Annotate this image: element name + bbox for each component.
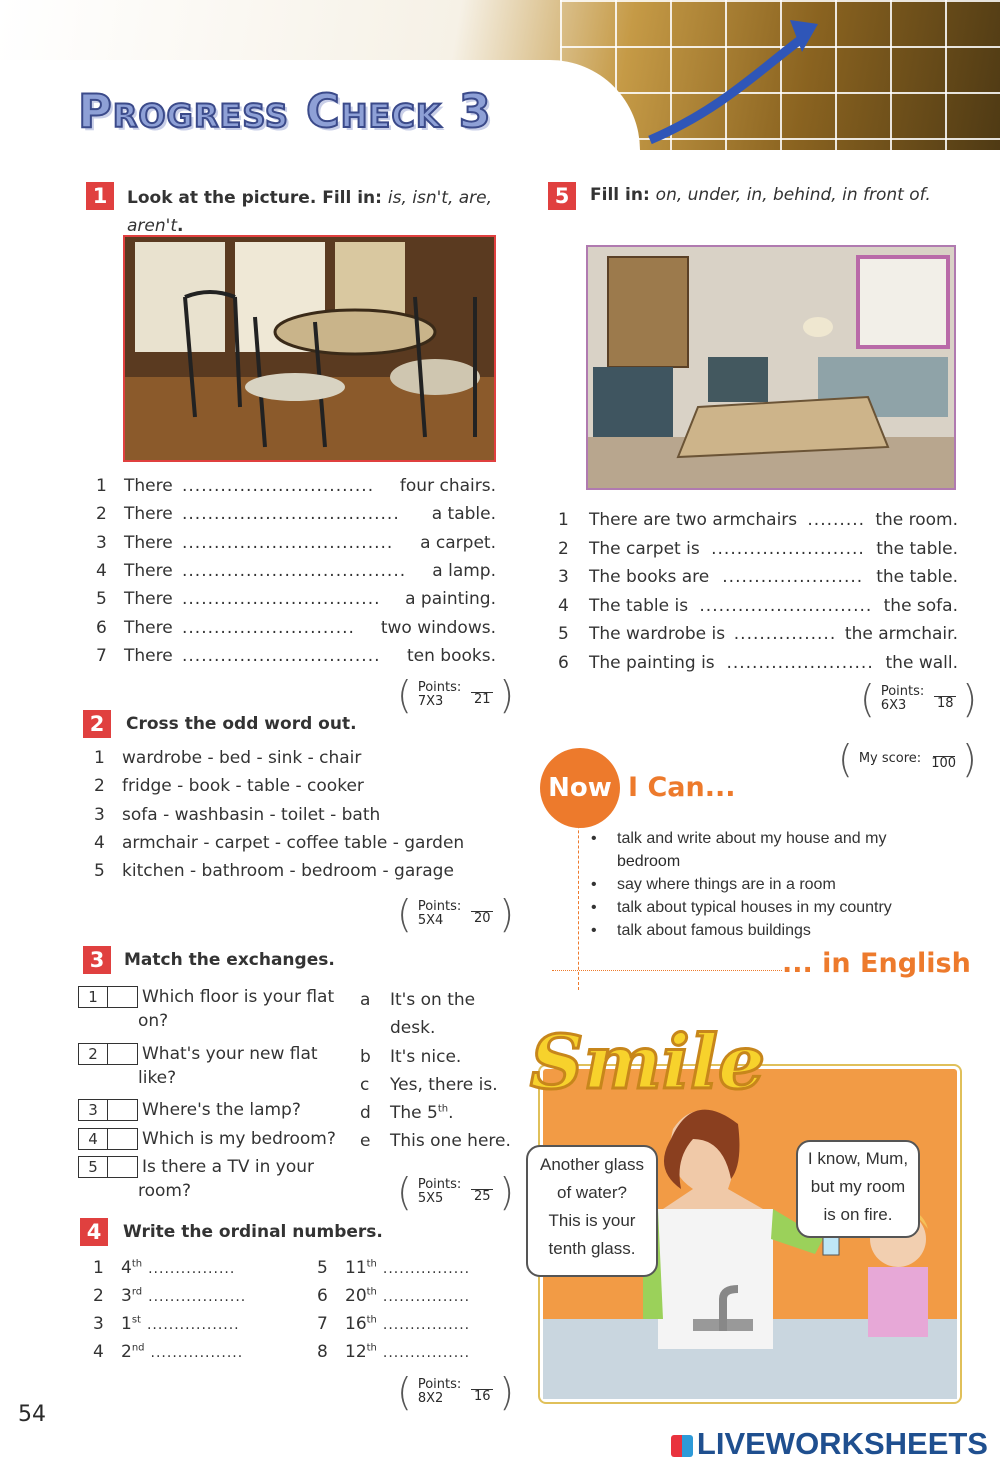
answer-text: It's nice. [390, 1046, 462, 1067]
item-end: two windows. [380, 617, 496, 638]
answer-blank[interactable]: .............................. [182, 476, 375, 497]
ex1-number-badge: 1 [86, 182, 114, 210]
question-number: 5 [78, 1156, 108, 1178]
ex2-instruction: Cross the odd word out. [126, 714, 357, 734]
item-start: There [124, 617, 173, 638]
item-start: The carpet is [589, 538, 700, 559]
question-text: Which is my bedroom? [142, 1128, 336, 1149]
ordinal-base: 4 [121, 1258, 132, 1278]
ex3-points-box: ( Points: 5X5 25 ) [397, 1170, 515, 1214]
item-number: 2 [93, 1286, 104, 1306]
match-answer-box[interactable] [108, 1043, 138, 1065]
answer-blank[interactable]: ........................... [182, 617, 355, 638]
ex5-item [558, 506, 958, 535]
item-end: the wall. [885, 652, 958, 673]
ex5-item [558, 649, 958, 678]
ordinal-base: 16 [345, 1314, 367, 1334]
item-end: the room. [875, 510, 958, 531]
ordinal-suffix: rd [131, 1286, 143, 1298]
ex5-number-badge: 5 [548, 182, 576, 210]
ex3-instruction: Match the exchanges. [124, 950, 335, 970]
progress-arrow-icon [640, 0, 1000, 150]
ex3-question [78, 1040, 348, 1097]
answer-blank[interactable]: ......... [807, 510, 866, 531]
item-start: The wardrobe is [589, 624, 726, 645]
now-i-can-heading: I Can... [628, 772, 736, 803]
answer-blank[interactable]: .................................. [182, 504, 400, 525]
now-i-can-underline [552, 970, 782, 971]
item-number: 2 [558, 538, 569, 559]
item-number: 4 [94, 832, 105, 853]
ex1-item [96, 557, 496, 585]
answer-blank[interactable]: ....................... [726, 652, 874, 673]
item-end: a carpet. [420, 532, 496, 553]
ex1-item [96, 500, 496, 528]
can-do-item: • talk about typical houses in my country [617, 899, 957, 922]
ordinal-suffix: th [366, 1258, 377, 1270]
liveworksheets-icon [671, 1435, 693, 1457]
answer-blank[interactable]: ................ [382, 1261, 471, 1277]
item-end: a painting. [405, 589, 496, 610]
ex1-list [96, 472, 496, 670]
item-start: There [124, 561, 173, 582]
item-end: the table. [876, 538, 958, 559]
ex4-item [93, 1342, 293, 1362]
item-start: The table is [589, 595, 689, 616]
answer-blank[interactable]: ................ [733, 624, 837, 645]
item-number: 4 [558, 595, 569, 616]
item-number: 6 [558, 652, 569, 673]
item-start: The books are [589, 567, 710, 588]
item-end: four chairs. [399, 476, 496, 497]
ex5-item [558, 535, 958, 564]
item-number: 8 [317, 1342, 328, 1362]
word-group[interactable]: armchair - carpet - coffee table - garden [122, 832, 465, 853]
item-number: 3 [94, 804, 105, 825]
item-number: 5 [96, 589, 107, 610]
answer-text: The 5 [390, 1103, 438, 1124]
answer-blank[interactable]: ................ [382, 1345, 471, 1361]
match-answer-box[interactable] [108, 1156, 138, 1178]
ex2-item[interactable] [94, 805, 494, 833]
ex1-points-box: ( Points: 7X3 21 ) [397, 673, 515, 717]
answer-tail: . [448, 1103, 454, 1124]
word-group[interactable]: fridge - book - table - cooker [122, 776, 364, 797]
item-number: 7 [96, 645, 107, 666]
item-number: 3 [558, 567, 569, 588]
ex4-number-badge: 4 [80, 1218, 108, 1246]
ordinal-base: 1 [121, 1314, 132, 1334]
ex4-item [93, 1314, 293, 1334]
ex3-question [78, 1153, 348, 1210]
ex3-answer [360, 1103, 510, 1131]
ex3-answer [360, 990, 510, 1018]
item-start: There [124, 645, 173, 666]
ex2-list [94, 748, 494, 889]
word-group[interactable]: sofa - washbasin - toilet - bath [122, 804, 381, 825]
ex1-points-total: 21 [473, 691, 491, 707]
ex5-item [558, 620, 958, 649]
ex1-item [96, 585, 496, 613]
item-start: There [124, 589, 173, 610]
ex5-item [558, 563, 958, 592]
answer-sup: th [437, 1103, 449, 1115]
item-end: the armchair. [844, 624, 958, 645]
question-number: 3 [78, 1099, 108, 1121]
ex4-item [317, 1342, 517, 1362]
item-start: There [124, 476, 173, 497]
item-number: 4 [93, 1342, 104, 1362]
ordinal-suffix: th [366, 1314, 377, 1326]
ordinal-suffix: th [366, 1286, 377, 1298]
ex4-points-box: ( Points: 8X2 16 ) [397, 1370, 515, 1414]
answer-text: Yes, there is. [390, 1074, 498, 1095]
my-score-box: ( My score: 100 ) [838, 737, 977, 781]
ex3-question [78, 983, 348, 1040]
answer-text: It's on the [390, 990, 476, 1010]
item-number: 2 [94, 776, 105, 797]
item-number: 1 [93, 1258, 104, 1278]
ex1-item [96, 472, 496, 500]
dining-room-illustration [125, 237, 494, 460]
ex3-answer [360, 1075, 510, 1103]
item-number: 7 [317, 1314, 328, 1334]
answer-blank[interactable]: ........................... [699, 595, 873, 616]
item-number: 6 [317, 1286, 328, 1306]
now-i-can-circle: Now [540, 748, 620, 828]
word-group[interactable]: kitchen - bathroom - bedroom - garage [122, 861, 454, 882]
question-text-cont: on? [138, 1011, 169, 1032]
answer-letter: b [360, 1046, 371, 1067]
answer-blank[interactable]: ................................. [182, 532, 394, 553]
can-do-item: • talk and write about my house and my [617, 830, 957, 853]
ex4-item [317, 1314, 517, 1334]
page-title: Progress Check 3 [78, 84, 492, 138]
question-text-cont: like? [138, 1067, 177, 1088]
answer-text-cont: desk. [390, 1018, 436, 1039]
answer-text: This one here. [390, 1131, 511, 1152]
answer-blank[interactable]: ................ [382, 1289, 471, 1305]
ex4-item [93, 1258, 293, 1278]
ex3-answer [360, 1047, 510, 1075]
ex2-item[interactable] [94, 748, 494, 776]
item-number: 2 [96, 504, 107, 525]
answer-blank[interactable]: ................ [382, 1317, 471, 1333]
ex5-item [558, 592, 958, 621]
answer-letter: d [360, 1103, 371, 1124]
smile-logo: Smile [530, 1020, 766, 1106]
ex3-questions [78, 983, 348, 1209]
item-end: ten books. [406, 645, 496, 666]
in-english-label: ... in English [782, 948, 971, 979]
ordinal-base: 2 [121, 1342, 132, 1362]
item-number: 4 [96, 561, 107, 582]
answer-letter: e [360, 1131, 371, 1152]
ex4-item [317, 1258, 517, 1278]
now-i-can-divider [578, 800, 579, 990]
ex5-points-box: ( Points: 6X3 18 ) [860, 677, 978, 721]
living-room-photo [586, 245, 956, 490]
item-number: 1 [96, 476, 107, 497]
ex3-question [78, 1096, 348, 1124]
ex3-answer [360, 1131, 510, 1159]
ex3-question [78, 1124, 348, 1152]
answer-blank[interactable]: ............................... [182, 589, 381, 610]
answer-blank[interactable]: ...................... [722, 567, 864, 588]
ex1-item [96, 529, 496, 557]
item-number: 3 [93, 1314, 104, 1334]
item-start: There [124, 504, 173, 525]
answer-blank[interactable]: ................. [146, 1317, 240, 1333]
item-number: 1 [558, 510, 569, 531]
ex4-instruction: Write the ordinal numbers. [123, 1222, 383, 1242]
answer-blank[interactable]: ................................... [182, 561, 407, 582]
ex1-item [96, 613, 496, 641]
item-number: 5 [94, 861, 105, 882]
answer-letter: c [360, 1074, 370, 1095]
ordinal-suffix: th [131, 1258, 143, 1270]
item-number: 6 [96, 617, 107, 638]
question-text: Is there a TV in your [142, 1156, 315, 1177]
question-text: Where's the lamp? [142, 1100, 301, 1121]
ordinal-base: 3 [121, 1286, 132, 1306]
question-text: Which floor is your flat [142, 987, 335, 1008]
answer-blank[interactable]: ................. [150, 1345, 244, 1361]
match-answer-box[interactable] [108, 1099, 138, 1121]
liveworksheets-logo: LIVEWORKSHEETS [671, 1426, 988, 1462]
item-number: 1 [94, 748, 105, 768]
ex5-instruction: Fill in: on, under, in, behind, in front of. [590, 185, 931, 205]
item-start: There [124, 532, 173, 553]
ex4-item [317, 1286, 517, 1306]
ex2-item[interactable] [94, 833, 494, 861]
answer-blank[interactable]: ................ [148, 1261, 236, 1277]
question-number: 2 [78, 1043, 108, 1065]
item-start: The painting is [589, 652, 715, 673]
ex3-answers [360, 990, 510, 1160]
match-answer-box[interactable] [108, 1128, 138, 1150]
can-do-item: • say where things are in a room [617, 876, 957, 899]
living-room-illustration [588, 247, 954, 488]
speech-bubble-child: I know, Mum, but my room is on fire. [796, 1140, 920, 1238]
item-end: a table. [431, 504, 496, 525]
ex2-number-badge: 2 [83, 710, 111, 738]
page-number: 54 [18, 1402, 46, 1427]
match-answer-box[interactable] [108, 986, 138, 1008]
ordinal-suffix: st [131, 1314, 141, 1326]
ex1-item [96, 642, 496, 670]
answer-blank[interactable]: .................. [148, 1289, 247, 1305]
ex4-grid [93, 1258, 513, 1378]
can-do-item: bedroom [617, 853, 681, 870]
ordinal-base: 11 [345, 1258, 367, 1278]
speech-bubble-mum: Another glass of water? This is your tenth glass. [526, 1145, 658, 1277]
answer-letter: a [360, 990, 371, 1010]
ex2-item[interactable] [94, 861, 494, 889]
ordinal-suffix: nd [131, 1342, 145, 1354]
item-number: 5 [317, 1258, 328, 1278]
item-end: the sofa. [883, 595, 958, 616]
question-text-cont: room? [138, 1181, 192, 1202]
item-number: 5 [558, 624, 569, 645]
answer-blank[interactable]: ............................... [182, 645, 381, 666]
ex2-item[interactable] [94, 776, 494, 804]
question-number: 1 [78, 986, 108, 1008]
ordinal-base: 12 [345, 1342, 367, 1362]
item-start: There are two armchairs [589, 510, 798, 531]
now-i-can-list [617, 830, 957, 945]
item-number: 3 [96, 532, 107, 553]
ex4-item [93, 1286, 293, 1306]
question-number: 4 [78, 1128, 108, 1150]
item-end: a lamp. [432, 561, 496, 582]
ex1-instruction: Look at the picture. Fill in: is, isn't, are, aren't. [127, 188, 493, 236]
item-end: the table. [876, 567, 958, 588]
ordinal-base: 20 [345, 1286, 367, 1306]
word-group[interactable]: wardrobe - bed - sink - chair [122, 748, 362, 768]
ordinal-suffix: th [366, 1342, 377, 1354]
ex5-list [558, 506, 958, 677]
can-do-item: • talk about famous buildings [617, 922, 957, 945]
answer-blank[interactable]: ........................ [711, 538, 865, 559]
ex3-number-badge: 3 [83, 946, 111, 974]
ex2-points-box: ( Points: 5X4 20 ) [397, 892, 515, 936]
question-text: What's your new flat [142, 1043, 318, 1064]
dining-room-photo [123, 235, 496, 462]
